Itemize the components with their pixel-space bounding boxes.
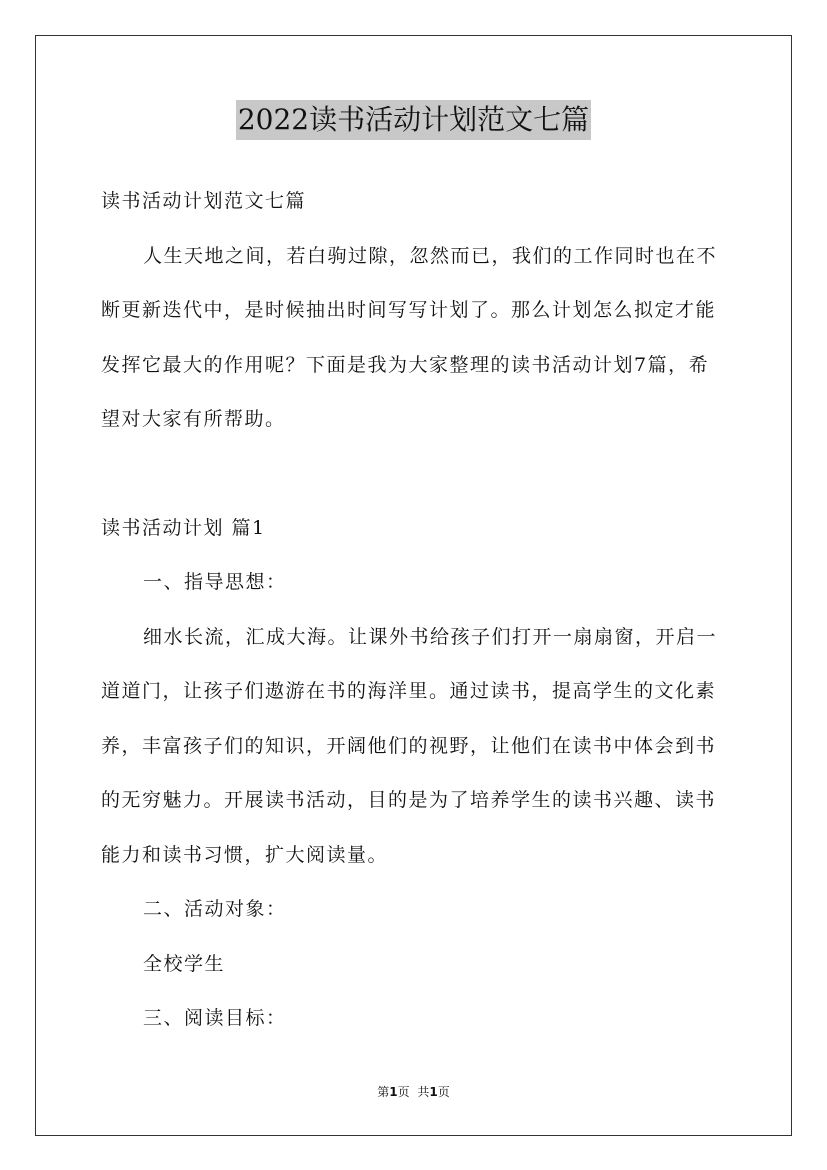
section-heading: 读书活动计划 篇1	[101, 516, 266, 539]
heading-reading-goal: 三、阅读目标：	[143, 1007, 287, 1029]
current-page-number: 1	[389, 1085, 398, 1099]
activity-target-paragraph: 全校学生	[143, 952, 226, 975]
document-title: 2022读书活动计划范文七篇	[236, 100, 591, 140]
blank-line	[101, 447, 727, 501]
document-subtitle: 读书活动计划范文七篇	[101, 190, 307, 212]
title-container	[0, 100, 827, 140]
heading-guiding-thought: 一、指导思想：	[143, 571, 287, 593]
page-suffix: 页	[397, 1085, 410, 1099]
total-suffix: 页	[437, 1085, 450, 1099]
intro-paragraph: 人生天地之间，若白驹过隙，忽然而已，我们的工作同时也在不断更新迭代中，是时候抽出时间写写计划了。那么计划怎么拟定才能发挥它最大的作用呢？下面是我为大家整理的读书活动计划7篇，希望对大家有所帮助。	[101, 244, 718, 430]
total-page-number: 1	[429, 1085, 438, 1099]
page-footer	[0, 1083, 827, 1101]
total-prefix: 共	[417, 1085, 430, 1099]
document-body	[101, 174, 727, 1046]
page-prefix: 第	[377, 1085, 390, 1099]
guiding-thought-paragraph: 细水长流，汇成大海。让课外书给孩子们打开一扇扇窗，开启一道道门，让孩子们遨游在书的海洋里。通过读书，提高学生的文化素养，丰富孩子们的知识，开阔他们的视野，让他们在读书中体会到书的无穷魅力。开展读书活动，目的是为了培养学生的读书兴趣、读书能力和读书习惯，扩大阅读量。	[101, 625, 718, 866]
heading-activity-target: 二、活动对象：	[143, 898, 287, 920]
